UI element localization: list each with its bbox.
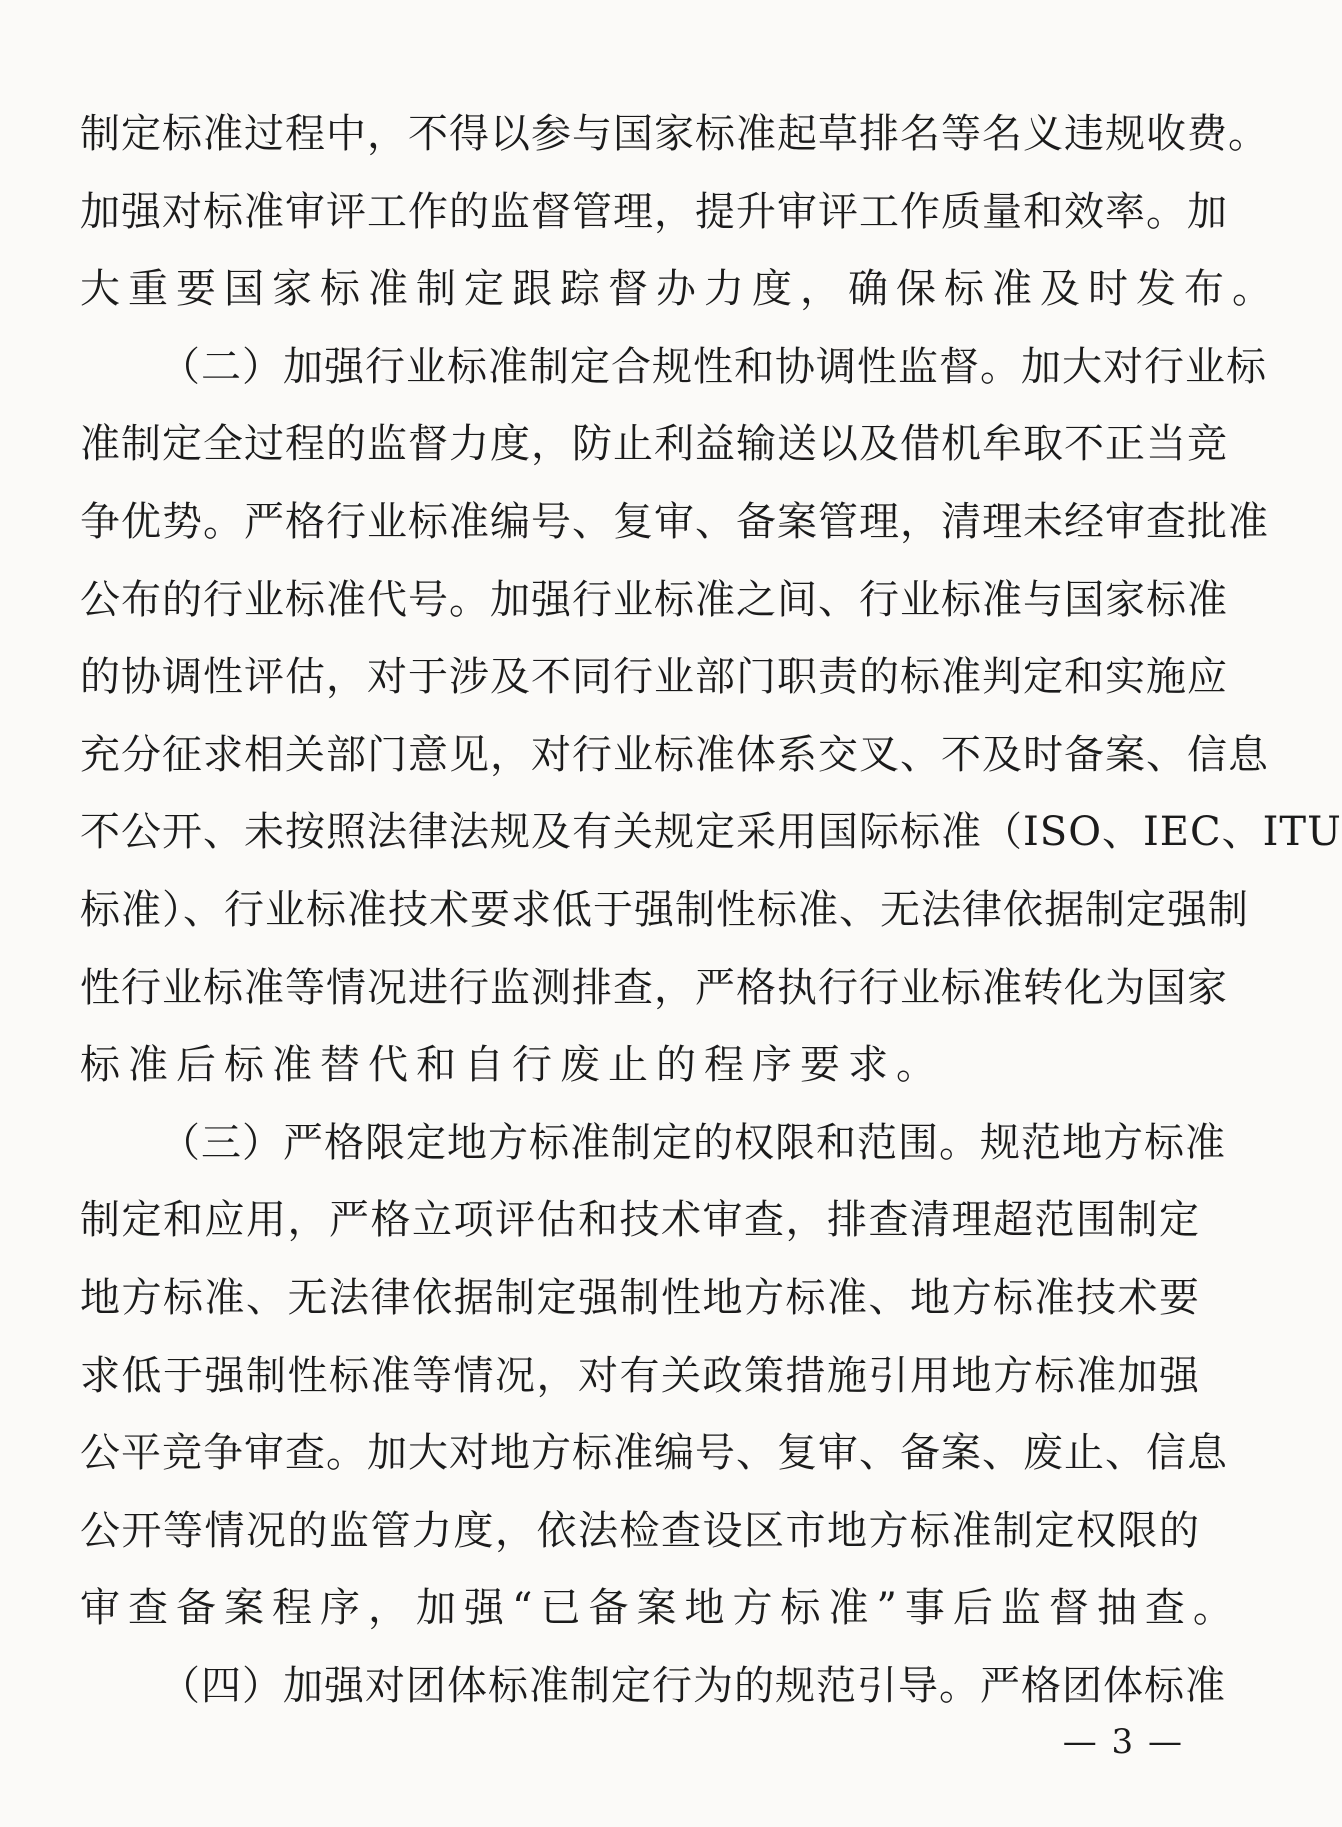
body-text bbox=[80, 96, 1342, 1725]
text-line: 公开等情况的监管力度，依法检查设区市地方标准制定权限的 bbox=[80, 1507, 1200, 1554]
text-line: 公平竞争审查。加大对地方标准编号、复审、备案、废止、信息 bbox=[80, 1430, 1228, 1477]
text-line: 公布的行业标准代号。加强行业标准之间、行业标准与国家标准 bbox=[80, 576, 1228, 623]
text-line: 地方标准、无法律依据制定强制性地方标准、地方标准技术要 bbox=[80, 1274, 1200, 1321]
text-line: 审查备案程序，加强“已备案地方标准”事后监督抽查。 bbox=[80, 1585, 1241, 1632]
text-line: 标准）、行业标准技术要求低于强制性标准、无法律依据制定强制 bbox=[80, 886, 1249, 933]
text-line: 充分征求相关部门意见，对行业标准体系交叉、不及时备案、信息 bbox=[80, 731, 1269, 778]
section-heading-line: （三）严格限定地方标准制定的权限和范围。规范地方标准 bbox=[160, 1119, 1226, 1166]
text-line: 争优势。严格行业标准编号、复审、备案管理，清理未经审查批准 bbox=[80, 498, 1269, 545]
text-line: 的协调性评估，对于涉及不同行业部门职责的标准判定和实施应 bbox=[80, 654, 1228, 701]
page-number: — 3 — bbox=[1062, 1722, 1184, 1762]
text-line: 准制定全过程的监督力度，防止利益输送以及借机牟取不正当竞 bbox=[80, 421, 1228, 468]
text-line: 制定标准过程中，不得以参与国家标准起草排名等名义违规收费。 bbox=[80, 111, 1269, 157]
text-line: 求低于强制性标准等情况，对有关政策措施引用地方标准加强 bbox=[80, 1352, 1200, 1399]
section-heading-line: （四）加强对团体标准制定行为的规范引导。严格团体标准 bbox=[160, 1662, 1226, 1709]
text-line: 不公开、未按照法律法规及有关规定采用国际标准（ISO、IEC、ITU bbox=[80, 809, 1342, 856]
text-line: 标准后标准替代和自行废止的程序要求。 bbox=[80, 1042, 944, 1089]
text-line: 制定和应用，严格立项评估和技术审查，排查清理超范围制定 bbox=[80, 1197, 1200, 1244]
text-line: 加强对标准审评工作的监督管理，提升审评工作质量和效率。加 bbox=[80, 188, 1228, 235]
section-heading-line: （二）加强行业标准制定合规性和协调性监督。加大对行业标 bbox=[160, 343, 1267, 390]
text-line: 性行业标准等情况进行监测排查，严格执行行业标准转化为国家 bbox=[80, 964, 1228, 1011]
text-line: 大重要国家标准制定跟踪督办力度，确保标准及时发布。 bbox=[80, 266, 1280, 313]
